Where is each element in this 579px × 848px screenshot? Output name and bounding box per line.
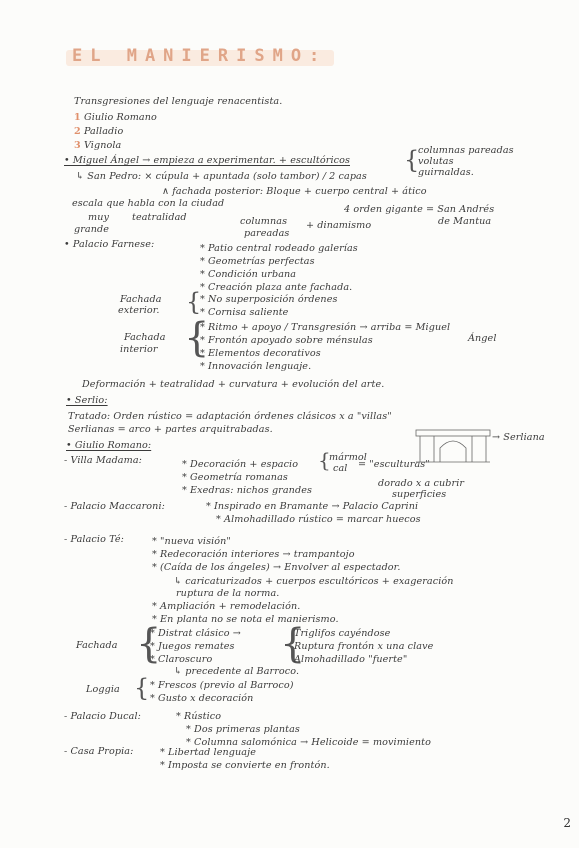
- note-line: ruptura de la norma.: [176, 588, 280, 599]
- section-heading: • Giulio Romano:: [66, 440, 152, 451]
- sketch-label: → Serliana: [492, 432, 545, 443]
- note-line: ↳ precedente al Barroco.: [174, 666, 300, 677]
- note-line: ∧ fachada posterior: Bloque + cuerpo central + ático: [162, 186, 427, 197]
- note-line: Tratado: Orden rústico = adaptación órdenes clásicos x a "villas": [68, 411, 392, 422]
- note-line: • Miguel Ángel → empieza a experimentar. + escultóricos: [64, 155, 350, 166]
- list-text: Giulio Romano: [83, 112, 157, 123]
- note-line: Almohadillado "fuerte": [294, 654, 408, 665]
- brace: {: [404, 146, 420, 174]
- note-line: * Ritmo + apoyo / Transgresión → arriba = Miguel: [200, 322, 451, 333]
- note-line: mármol: [329, 452, 367, 463]
- note-line: * Libertad lenguaje: [160, 747, 256, 758]
- note-line: teatralidad: [132, 212, 187, 223]
- note-line: Ángel: [468, 333, 497, 344]
- side-label: interior: [120, 344, 158, 355]
- serliana-sketch: [414, 426, 494, 466]
- note-line: * Geometrías perfectas: [200, 256, 315, 267]
- note-line: superficies: [392, 489, 447, 500]
- note-line: * Geometría romanas: [182, 472, 288, 483]
- sub-heading: - Palacio Maccaroni:: [64, 501, 165, 512]
- note-line: * Exedras: nichos grandes: [182, 485, 313, 496]
- note-line: ↳ caricaturizados + cuerpos escultóricos + exageración: [174, 576, 454, 587]
- note-line: * Patio central rodeado galerías: [200, 243, 358, 254]
- section-heading: • Serlio:: [66, 395, 108, 406]
- note-line: * Dos primeras plantas: [186, 724, 300, 735]
- brace: {: [186, 288, 202, 316]
- side-label: Fachada: [120, 294, 162, 305]
- note-line: * Elementos decorativos: [200, 348, 321, 359]
- note-line: * Inspirado en Bramante → Palacio Caprini: [206, 501, 419, 512]
- list-number: 2: [74, 126, 81, 137]
- note-line: Ruptura frontón x una clave: [294, 641, 434, 652]
- note-line: * Redecoración interiores → trampantojo: [152, 549, 355, 560]
- list-item: [74, 140, 121, 151]
- note-line: * Columna salomónica → Helicoide = movimiento: [186, 737, 431, 748]
- note-line: * "nueva visión": [152, 536, 231, 547]
- note-line: * Rústico: [176, 711, 222, 722]
- note-line: muy: [88, 212, 109, 223]
- note-line: * Frescos (previo al Barroco): [150, 680, 294, 691]
- side-label: Fachada: [124, 332, 166, 343]
- note-line: * Creación plaza ante fachada.: [200, 282, 353, 293]
- note-line: * Claroscuro: [150, 654, 213, 665]
- brace: {: [280, 621, 306, 667]
- note-line: dorado x a cubrir: [378, 478, 465, 489]
- note-line: columnas pareadas: [418, 145, 514, 156]
- note-line: * Decoración + espacio: [182, 459, 299, 470]
- note-line: escala que habla con la ciudad: [72, 198, 225, 209]
- note-line: volutas: [418, 156, 454, 167]
- section-heading: • Palacio Farnese:: [64, 239, 155, 250]
- note-line: * Almohadillado rústico = marcar huecos: [216, 514, 421, 525]
- side-label: Loggia: [86, 684, 120, 695]
- note-line: * No superposición órdenes: [200, 294, 338, 305]
- list-number: 1: [74, 112, 81, 123]
- note-line: * Ampliación + remodelación.: [152, 601, 301, 612]
- note-line: * Frontón apoyado sobre ménsulas: [200, 335, 373, 346]
- note-line: * Imposta se convierte en frontón.: [160, 760, 330, 771]
- brace: {: [134, 674, 150, 702]
- note-line: + dinamismo: [306, 220, 372, 231]
- note-line: * Condición urbana: [200, 269, 297, 280]
- side-label: exterior.: [118, 305, 160, 316]
- note-line: * Gusto x decoración: [150, 693, 254, 704]
- list-number: 3: [74, 140, 81, 151]
- note-line: * Juegos remates: [150, 641, 235, 652]
- note-line: Triglifos cayéndose: [294, 628, 391, 639]
- sub-heading: - Villa Madama:: [64, 455, 142, 466]
- note-line: ↳ San Pedro: × cúpula + apuntada (solo tambor) / 2 capas: [76, 171, 367, 182]
- note-line: * Cornisa saliente: [200, 307, 289, 318]
- list-text: Vignola: [83, 140, 122, 151]
- note-line: grande: [74, 224, 110, 235]
- note-line: = "esculturas": [358, 459, 430, 470]
- list-text: Palladio: [83, 126, 124, 137]
- note-line: Deformación + teatralidad + curvatura + evolución del arte.: [82, 379, 385, 390]
- sub-heading: - Palacio Té:: [64, 534, 124, 545]
- note-line: * En planta no se nota el manierismo.: [152, 614, 339, 625]
- note-line: 4 orden gigante = San Andrés: [344, 204, 495, 215]
- note-line: pareadas: [244, 228, 290, 239]
- brace: {: [318, 448, 331, 472]
- intro-line: Transgresiones del lenguaje renacentista.: [74, 96, 283, 107]
- list-item: [74, 126, 123, 137]
- note-line: de Mantua: [438, 216, 492, 227]
- note-line: guirnaldas.: [418, 167, 474, 178]
- note-line: Serlianas = arco + partes arquitrabadas.: [68, 424, 273, 435]
- sub-heading: - Palacio Ducal:: [64, 711, 141, 722]
- note-line: columnas: [240, 216, 288, 227]
- brace: {: [136, 621, 162, 667]
- note-line: * (Caída de los ángeles) → Envolver al espectador.: [152, 562, 401, 573]
- note-line: cal: [333, 463, 348, 474]
- note-line: * Distrat clásico →: [150, 628, 241, 639]
- list-item: [74, 112, 157, 123]
- note-line: * Innovación lenguaje.: [200, 361, 312, 372]
- brace: {: [184, 315, 210, 361]
- page-title: EL MANIERISMO:: [72, 46, 328, 66]
- side-label: Fachada: [76, 640, 118, 651]
- page-number: 2: [563, 816, 571, 830]
- sub-heading: - Casa Propia:: [64, 746, 134, 757]
